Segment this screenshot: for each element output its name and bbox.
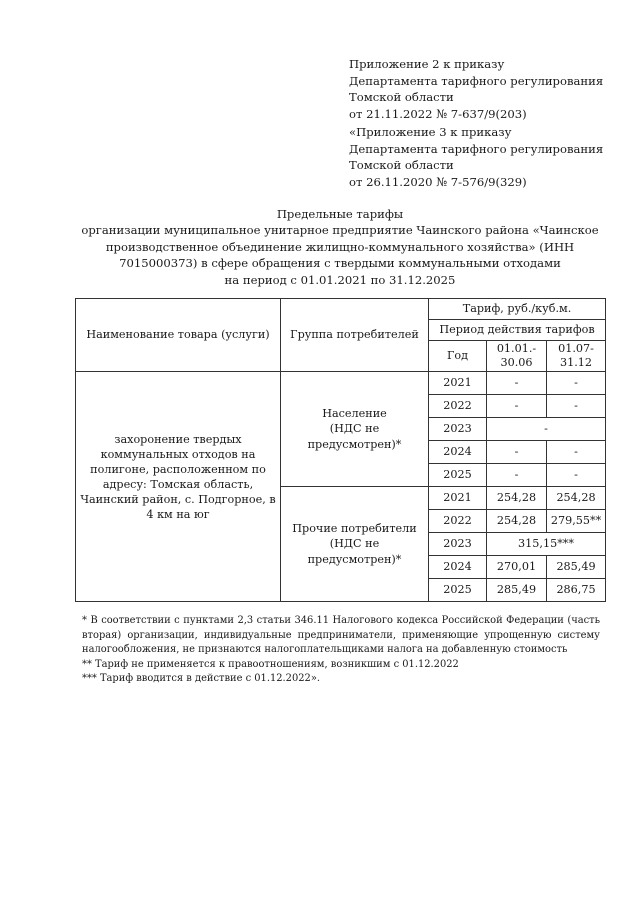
year-cell: 2025 bbox=[429, 579, 487, 602]
year-cell: 2022 bbox=[429, 395, 487, 418]
tariff-cell: - bbox=[487, 464, 547, 487]
tariff-header: Тариф, руб./куб.м. bbox=[429, 299, 606, 320]
tariff-cell: - bbox=[487, 441, 547, 464]
header-line: от 21.11.2022 № 7-637/9(203) bbox=[349, 106, 527, 121]
tariff-cell-merged: - bbox=[487, 418, 606, 441]
title-line: 7015000373) в сфере обращения с твердыми коммунальными отходами bbox=[119, 256, 561, 271]
year-cell: 2023 bbox=[429, 533, 487, 556]
year-cell: 2021 bbox=[429, 372, 487, 395]
tariff-cell: 279,55** bbox=[547, 510, 606, 533]
order-reference-block bbox=[349, 56, 609, 122]
tariff-cell: - bbox=[547, 372, 606, 395]
title-line: производственное объединение жилищно-коммунального хозяйства» (ИНН bbox=[105, 239, 575, 254]
second-half-header: 01.07- 31.12 bbox=[547, 341, 606, 372]
tariff-cell-merged: 315,15*** bbox=[487, 533, 606, 556]
tariff-cell: - bbox=[547, 395, 606, 418]
tariff-table bbox=[75, 298, 606, 602]
header-line: Томской области bbox=[349, 158, 454, 173]
tariff-cell: - bbox=[487, 395, 547, 418]
year-cell: 2025 bbox=[429, 464, 487, 487]
footnote-tariff-effective: *** Тариф вводится в действие с 01.12.2022». bbox=[82, 673, 320, 685]
previous-order-reference-block bbox=[349, 124, 609, 190]
header-line: Томской области bbox=[349, 90, 454, 105]
header-line: Приложение 2 к приказу bbox=[349, 57, 505, 71]
tariff-cell: 286,75 bbox=[547, 579, 606, 602]
consumer-group-column-header: Группа потребителей bbox=[281, 299, 429, 372]
tariff-cell: 254,28 bbox=[487, 487, 547, 510]
tariff-cell: - bbox=[547, 464, 606, 487]
footnote-vat bbox=[82, 614, 600, 658]
service-name: захоронение твердых коммунальных отходов на полигоне, расположенном по адресу: Томская область, Чаинский район, с. Подгорное, в 4 км на юг bbox=[80, 433, 276, 521]
document-title bbox=[80, 206, 600, 288]
tariff-cell: 254,28 bbox=[487, 510, 547, 533]
year-cell: 2023 bbox=[429, 418, 487, 441]
consumer-group-population: Население (НДС не предусмотрен)* bbox=[281, 372, 429, 487]
year-cell: 2024 bbox=[429, 556, 487, 579]
consumer-group-other: Прочие потребители (НДС не предусмотрен)* bbox=[281, 487, 429, 602]
period-header: Период действия тарифов bbox=[429, 320, 606, 341]
header-line: «Приложение 3 к приказу bbox=[349, 125, 512, 139]
footnote-line: вторая) организации, индивидуальные предприниматели, применяющие упрощенную систему bbox=[82, 629, 600, 641]
title-line: Предельные тарифы bbox=[276, 207, 404, 221]
tariff-cell: - bbox=[487, 372, 547, 395]
footnote-tariff-not-applied: ** Тариф не применяется к правоотношениям, возникшим с 01.12.2022 bbox=[82, 658, 459, 670]
service-column-header: Наименование товара (услуги) bbox=[76, 299, 281, 372]
first-half-header: 01.01.- 30.06 bbox=[487, 341, 547, 372]
header-line: от 26.11.2020 № 7-576/9(329) bbox=[349, 174, 527, 189]
header-line: Департамента тарифного регулирования bbox=[349, 141, 604, 156]
tariff-cell: 254,28 bbox=[547, 487, 606, 510]
title-line: на период с 01.01.2021 по 31.12.2025 bbox=[224, 272, 456, 287]
title-line: организации муниципальное унитарное предприятие Чаинского района «Чаинское bbox=[81, 223, 599, 238]
tariff-cell: 270,01 bbox=[487, 556, 547, 579]
tariff-cell: 285,49 bbox=[487, 579, 547, 602]
footnotes bbox=[82, 614, 600, 687]
year-cell: 2022 bbox=[429, 510, 487, 533]
year-cell: 2024 bbox=[429, 441, 487, 464]
year-cell: 2021 bbox=[429, 487, 487, 510]
tariff-cell: - bbox=[547, 441, 606, 464]
footnote-line: * В соответствии с пунктами 2,3 статьи 346.11 Налогового кодекса Российской Федерации (часть bbox=[82, 615, 600, 626]
tariff-cell: 285,49 bbox=[547, 556, 606, 579]
footnote-line: налогообложения, не признаются налогоплательщиками налога на добавленную стоимость bbox=[82, 644, 568, 656]
service-name-cell bbox=[76, 372, 281, 602]
year-header: Год bbox=[429, 341, 487, 372]
header-line: Департамента тарифного регулирования bbox=[349, 73, 604, 88]
